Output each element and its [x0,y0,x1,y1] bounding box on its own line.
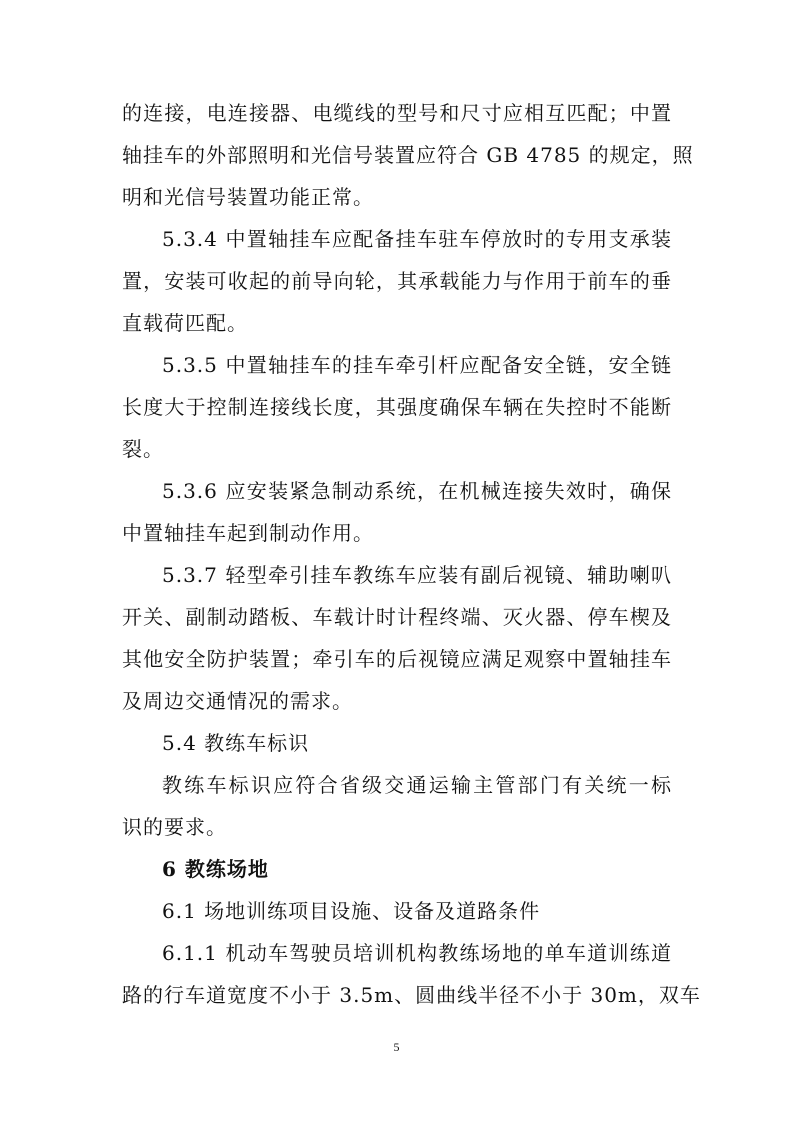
clause-6-1-1: 6.1.1 机动车驾驶员培训机构教练场地的单车道训练道 [162,941,672,965]
clause-5-3-7: 5.3.7 轻型牵引挂车教练车应装有副后视镜、辅助喇叭 [162,563,672,587]
body-line: 置，安装可收起的前导向轮，其承载能力与作用于前车的垂 [122,269,672,293]
body-line: 直载荷匹配。 [122,311,248,335]
body-line: 教练车标识应符合省级交通运输主管部门有关统一标 [162,773,672,797]
body-line: 中置轴挂车起到制动作用。 [122,521,374,545]
section-heading-5-4: 5.4 教练车标识 [162,731,310,755]
body-line: 明和光信号装置功能正常。 [122,185,374,209]
body-line: 识的要求。 [122,815,227,839]
body-line: 路的行车道宽度不小于 3.5m、圆曲线半径不小于 30m，双车 [122,983,701,1007]
body-line: 其他安全防护装置；牵引车的后视镜应满足观察中置轴挂车 [122,647,672,671]
section-heading-6-1: 6.1 场地训练项目设施、设备及道路条件 [162,899,541,923]
body-line: 开关、副制动踏板、车载计时计程终端、灭火器、停车楔及 [122,605,672,629]
body-line: 裂。 [122,437,164,461]
body-line: 及周边交通情况的需求。 [122,689,353,713]
body-line: 轴挂车的外部照明和光信号装置应符合 GB 4785 的规定，照 [122,143,694,167]
page-number: 5 [393,1040,400,1054]
clause-5-3-6: 5.3.6 应安装紧急制动系统，在机械连接失效时，确保 [162,479,672,503]
chapter-heading-6: 6 教练场地 [162,857,269,881]
body-line: 的连接，电连接器、电缆线的型号和尺寸应相互匹配；中置 [122,101,672,125]
body-line: 长度大于控制连接线长度，其强度确保车辆在失控时不能断 [122,395,672,419]
clause-5-3-4: 5.3.4 中置轴挂车应配备挂车驻车停放时的专用支承装 [162,227,672,251]
clause-5-3-5: 5.3.5 中置轴挂车的挂车牵引杆应配备安全链，安全链 [162,353,672,377]
